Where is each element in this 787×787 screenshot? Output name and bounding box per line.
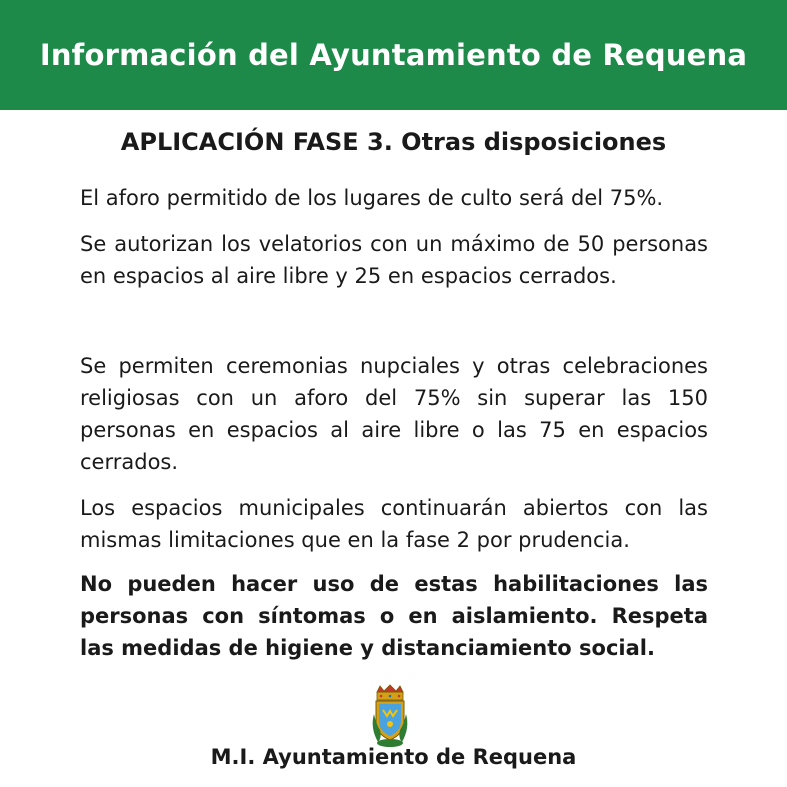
footer-label: M.I. Ayuntamiento de Requena	[210, 745, 577, 769]
paragraph-wakes: Se autorizan los velatorios con un máximo de 50 personas en espacios al aire libre y 25 en espacios cerrados.	[80, 232, 708, 288]
paragraph-municipal-spaces: Los espacios municipales continuarán abiertos con las mismas limitaciones que en la fase 2 por prudencia.	[80, 496, 708, 552]
municipal-coat-of-arms-icon	[368, 684, 412, 748]
paragraph-warning: No pueden hacer uso de estas habilitaciones las personas con síntomas o en aislamiento. Respeta las medidas de higiene y distanciamiento social.	[80, 572, 708, 660]
paragraph-worship-capacity: El aforo permitido de los lugares de culto será del 75%.	[80, 186, 664, 210]
header-title: Información del Ayuntamiento de Requena	[39, 38, 748, 72]
page-subtitle: APLICACIÓN FASE 3. Otras disposiciones	[120, 128, 667, 156]
paragraph-ceremonies: Se permiten ceremonias nupciales y otras celebraciones religiosas con un aforo del 75% sin superar las 150 personas en espacios al aire libre o las 75 en espacios cerrados.	[80, 354, 708, 474]
header-banner	[0, 0, 787, 110]
